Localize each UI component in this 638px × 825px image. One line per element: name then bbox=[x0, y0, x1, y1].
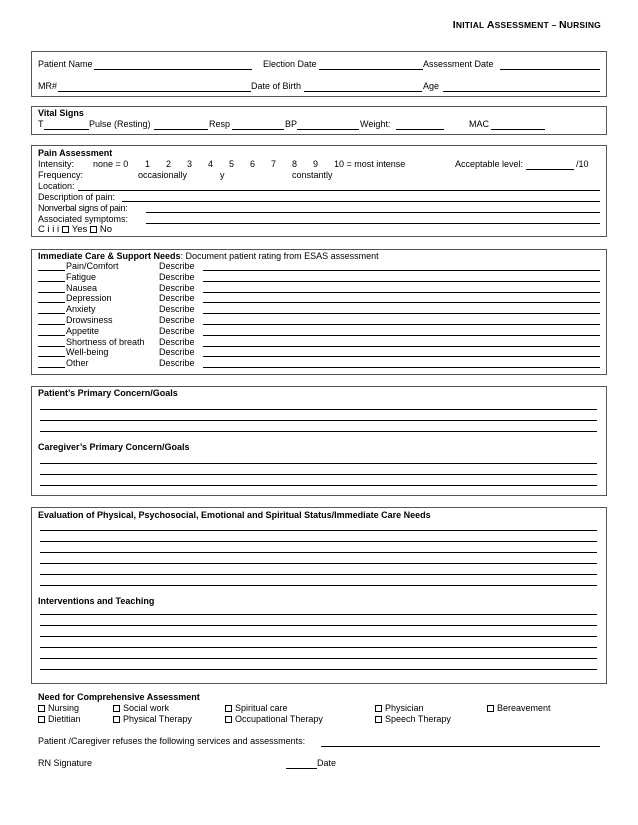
refuses-label: Patient /Caregiver refuses the following services and assessments: bbox=[38, 736, 306, 746]
patient-concern-line[interactable] bbox=[40, 420, 597, 421]
age-field[interactable] bbox=[443, 91, 600, 92]
describe-field[interactable] bbox=[203, 270, 600, 271]
yes-checkbox[interactable] bbox=[62, 226, 69, 233]
symptom-label: Shortness of breath bbox=[66, 336, 145, 347]
option-spiritual-care[interactable]: Spiritual care bbox=[225, 703, 288, 714]
vital-signs-heading: Vital Signs bbox=[38, 108, 84, 118]
acceptable-level-field[interactable] bbox=[526, 169, 574, 170]
age-label: Age bbox=[423, 81, 440, 91]
pain-assessment-heading: Pain Assessment bbox=[38, 148, 113, 158]
describe-field[interactable] bbox=[203, 367, 600, 368]
symptom-label: Nausea bbox=[66, 282, 98, 293]
associated-field[interactable] bbox=[146, 223, 600, 224]
location-label: Location: bbox=[38, 181, 75, 191]
immediate-care-heading: Immediate Care & Support Needs: Document patient rating from ESAS assessment bbox=[38, 251, 379, 261]
mac-field[interactable] bbox=[491, 129, 545, 130]
no-checkbox[interactable] bbox=[90, 226, 97, 233]
describe-field[interactable] bbox=[203, 346, 600, 347]
evaluation-line[interactable] bbox=[40, 574, 597, 575]
describe-label: Describe bbox=[159, 261, 195, 271]
mac-label: MAC bbox=[469, 119, 489, 129]
symptom-label: Pain/Comfort bbox=[66, 261, 119, 271]
dob-label: Date of Birth bbox=[251, 81, 302, 91]
checkbox[interactable] bbox=[225, 716, 232, 723]
intensity-7[interactable]: 7 bbox=[271, 159, 277, 169]
ciii-row bbox=[38, 224, 112, 235]
resp-label: Resp bbox=[209, 119, 231, 129]
interventions-heading: Interventions and Teaching bbox=[38, 596, 155, 606]
checkbox[interactable] bbox=[375, 716, 382, 723]
intensity-label: Intensity: bbox=[38, 159, 75, 169]
describe-label: Describe bbox=[159, 293, 195, 304]
symptom-label: Depression bbox=[66, 293, 112, 304]
form-title: INITIAL ASSESSMENT – NURSING bbox=[452, 19, 601, 31]
caregiver-concern-line[interactable] bbox=[40, 463, 597, 464]
pulse-label: Pulse (Resting) bbox=[89, 119, 151, 129]
describe-field[interactable] bbox=[203, 302, 600, 303]
checkbox[interactable] bbox=[113, 705, 120, 712]
ciii-label: C i i i bbox=[38, 224, 60, 235]
describe-label: Describe bbox=[159, 325, 195, 336]
rating-field[interactable] bbox=[38, 346, 65, 347]
evaluation-line[interactable] bbox=[40, 530, 597, 531]
mr-field[interactable] bbox=[58, 91, 251, 92]
evaluation-heading: Evaluation of Physical, Psychosocial, Emotional and Spiritual Status/Immediate Care Needs bbox=[38, 510, 431, 520]
patient-concern-line[interactable] bbox=[40, 409, 597, 410]
intensity-10[interactable]: 10 = most intense bbox=[334, 159, 406, 169]
describe-field[interactable] bbox=[203, 335, 600, 336]
rating-field[interactable] bbox=[38, 270, 65, 271]
associated-label: Associated symptoms: bbox=[38, 214, 129, 224]
patient-concern-heading: Patient’s Primary Concern/Goals bbox=[38, 388, 178, 398]
frequency-constantly[interactable]: constantly bbox=[292, 170, 333, 180]
concerns-section bbox=[31, 386, 607, 496]
frequency-occasionally[interactable]: occasionally bbox=[138, 170, 188, 180]
describe-field[interactable] bbox=[203, 292, 600, 293]
interventions-line[interactable] bbox=[40, 625, 597, 626]
describe-field[interactable] bbox=[203, 313, 600, 314]
rating-field[interactable] bbox=[38, 356, 65, 357]
yes-label: Yes bbox=[71, 224, 88, 235]
assessment-date-field[interactable] bbox=[500, 69, 600, 70]
describe-label: Describe bbox=[159, 358, 195, 369]
checkbox[interactable] bbox=[375, 705, 382, 712]
symptom-label: Other bbox=[66, 358, 89, 369]
nonverbal-label: Nonverbal signs of pain: bbox=[38, 203, 128, 213]
rn-signature-label: RN Signature bbox=[38, 758, 93, 768]
rating-field[interactable] bbox=[38, 302, 65, 303]
rating-field[interactable] bbox=[38, 335, 65, 336]
refuses-field[interactable] bbox=[321, 746, 600, 747]
rating-field[interactable] bbox=[38, 292, 65, 293]
checkbox[interactable] bbox=[113, 716, 120, 723]
intensity-4[interactable]: 4 bbox=[208, 159, 214, 169]
patient-concern-line[interactable] bbox=[40, 431, 597, 432]
caregiver-concern-line[interactable] bbox=[40, 474, 597, 475]
describe-field[interactable] bbox=[203, 356, 600, 357]
intensity-6[interactable]: 6 bbox=[250, 159, 256, 169]
bp-label: BP bbox=[285, 119, 298, 129]
rating-field[interactable] bbox=[38, 313, 65, 314]
election-date-label: Election Date bbox=[263, 59, 317, 69]
intensity-none[interactable]: none = 0 bbox=[93, 159, 129, 169]
weight-field[interactable] bbox=[396, 129, 444, 130]
intensity-3[interactable]: 3 bbox=[187, 159, 193, 169]
rating-field[interactable] bbox=[38, 324, 65, 325]
rating-field[interactable] bbox=[38, 367, 65, 368]
caregiver-concern-line[interactable] bbox=[40, 485, 597, 486]
option-physical-therapy[interactable]: Physical Therapy bbox=[113, 714, 192, 725]
describe-label: Describe bbox=[159, 336, 195, 347]
patient-name-label: Patient Name bbox=[38, 59, 93, 69]
location-field[interactable] bbox=[78, 190, 600, 191]
acceptable-level-label: Acceptable level: bbox=[455, 159, 524, 169]
symptom-label: Fatigue bbox=[66, 271, 97, 282]
intensity-2[interactable]: 2 bbox=[166, 159, 172, 169]
describe-label: Describe bbox=[159, 282, 195, 293]
interventions-line[interactable] bbox=[40, 658, 597, 659]
checkbox[interactable] bbox=[38, 716, 45, 723]
checkbox[interactable] bbox=[487, 705, 494, 712]
intensity-9[interactable]: 9 bbox=[313, 159, 319, 169]
option-bereavement[interactable]: Bereavement bbox=[487, 703, 551, 714]
intensity-5[interactable]: 5 bbox=[229, 159, 235, 169]
pulse-field[interactable] bbox=[154, 129, 208, 130]
describe-label: Describe bbox=[159, 315, 195, 325]
election-date-field[interactable] bbox=[319, 69, 423, 70]
evaluation-line[interactable] bbox=[40, 552, 597, 553]
intensity-8[interactable]: 8 bbox=[292, 159, 298, 169]
describe-label: Describe bbox=[159, 347, 195, 358]
option-dietitian[interactable]: Dietitian bbox=[38, 714, 81, 725]
option-speech-therapy[interactable]: Speech Therapy bbox=[375, 714, 451, 725]
bp-field[interactable] bbox=[297, 129, 359, 130]
mr-label: MR# bbox=[38, 81, 58, 91]
checkbox[interactable] bbox=[38, 705, 45, 712]
checkbox[interactable] bbox=[225, 705, 232, 712]
symptom-label: Anxiety bbox=[66, 304, 96, 315]
symptom-label: Drowsiness bbox=[66, 315, 113, 325]
option-social-work[interactable]: Social work bbox=[113, 703, 169, 714]
describe-field[interactable] bbox=[203, 324, 600, 325]
interventions-line[interactable] bbox=[40, 614, 597, 615]
weight-label: Weight: bbox=[360, 119, 391, 129]
option-occupational-therapy[interactable]: Occupational Therapy bbox=[225, 714, 323, 725]
frequency-label: Frequency: bbox=[38, 170, 84, 180]
date-label: Date bbox=[317, 758, 337, 768]
describe-label: Describe bbox=[159, 271, 195, 282]
date-field[interactable] bbox=[286, 768, 317, 769]
describe-field[interactable] bbox=[203, 281, 600, 282]
resp-field[interactable] bbox=[232, 129, 284, 130]
description-field[interactable] bbox=[122, 201, 600, 202]
rating-field[interactable] bbox=[38, 281, 65, 282]
evaluation-line[interactable] bbox=[40, 541, 597, 542]
option-physician[interactable]: Physician bbox=[375, 703, 424, 714]
option-nursing[interactable]: Nursing bbox=[38, 703, 79, 714]
no-label: No bbox=[99, 224, 113, 235]
comprehensive-heading: Need for Comprehensive Assessment bbox=[38, 692, 200, 702]
evaluation-line[interactable] bbox=[40, 585, 597, 586]
interventions-line[interactable] bbox=[40, 647, 597, 648]
symptom-label: Well-being bbox=[66, 347, 109, 358]
intensity-1[interactable]: 1 bbox=[145, 159, 151, 169]
interventions-line[interactable] bbox=[40, 636, 597, 637]
nonverbal-field[interactable] bbox=[146, 212, 600, 213]
frequency-y[interactable]: y bbox=[220, 170, 225, 180]
symptom-label: Appetite bbox=[66, 325, 100, 336]
dob-field[interactable] bbox=[304, 91, 422, 92]
description-label: Description of pain: bbox=[38, 192, 116, 202]
acceptable-level-max: /10 bbox=[576, 159, 589, 169]
temp-label: T bbox=[38, 119, 44, 129]
temp-field[interactable] bbox=[44, 129, 89, 130]
assessment-date-label: Assessment Date bbox=[423, 59, 494, 69]
describe-label: Describe bbox=[159, 304, 195, 315]
interventions-line[interactable] bbox=[40, 669, 597, 670]
patient-name-field[interactable] bbox=[94, 69, 252, 70]
evaluation-line[interactable] bbox=[40, 563, 597, 564]
caregiver-concern-heading: Caregiver’s Primary Concern/Goals bbox=[38, 442, 190, 452]
